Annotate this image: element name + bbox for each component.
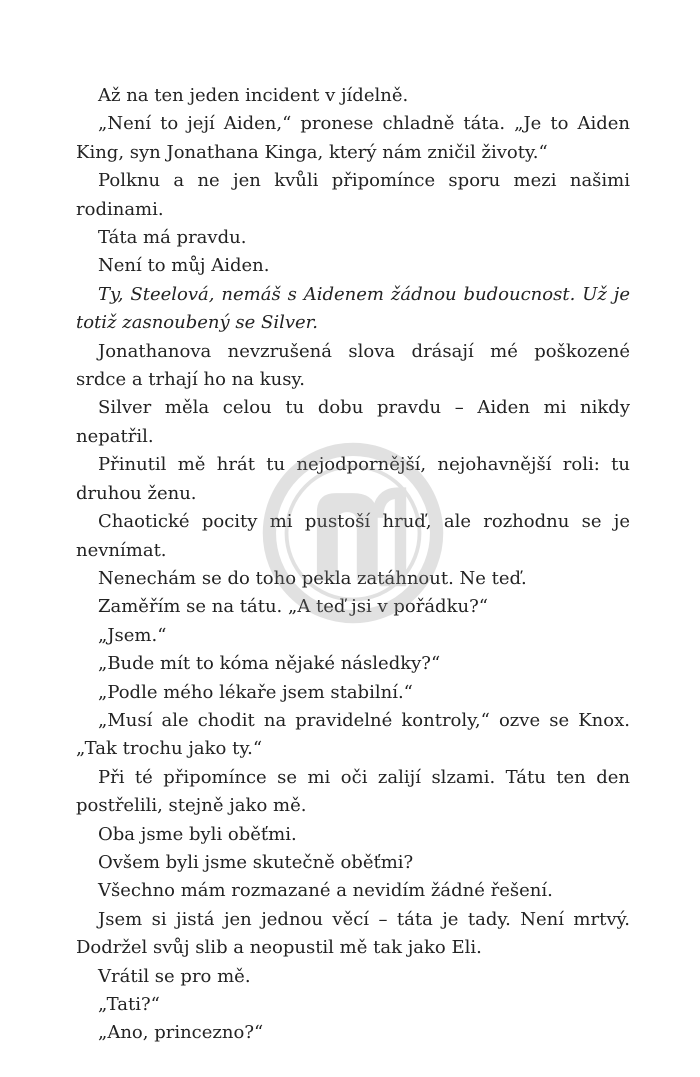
paragraph-17: Při té připomínce se mi oči zalijí slzami. Tátu ten den postřelili, stejně jako mě. bbox=[76, 766, 630, 817]
paragraph-9: Přinutil mě hrát tu nejodpornější, nejohavnější roli: tu druhou ženu. bbox=[76, 454, 630, 504]
paragraph-13: „Jsem.“ bbox=[98, 624, 167, 646]
paragraph-23: „Tati?“ bbox=[98, 994, 160, 1015]
paragraph-11: Nenechám se do toho pekla zatáhnout. Ne teď. bbox=[98, 567, 527, 589]
paragraph-12: Zaměřím se na tátu. „A teď jsi v pořádku?“ bbox=[98, 596, 488, 618]
paragraph-7: Jonathanova nevzrušená slova drásají mé poškozené srdce a trhají ho na kusy. bbox=[76, 340, 630, 391]
paragraph-16: „Musí ale chodit na pravidelné kontroly,“ ozve se Knox. „Tak trochu jako ty.“ bbox=[76, 709, 630, 760]
paragraph-19: Ovšem byli jsme skutečně oběťmi? bbox=[98, 851, 414, 873]
paragraph-22: Vrátil se pro mě. bbox=[98, 965, 251, 987]
paragraph-1: Až na ten jeden incident v jídelně. bbox=[98, 85, 409, 106]
paragraph-15: „Podle mého lékaře jsem stabilní.“ bbox=[98, 681, 413, 703]
paragraph-2: „Není to její Aiden,“ pronese chladně táta. „Je to Aiden King, syn Jonathana Kinga, který nám zničil životy.“ bbox=[76, 113, 630, 163]
paragraph-20: Všechno mám rozmazané a nevidím žádné řešení. bbox=[98, 880, 553, 902]
paragraph-5: Není to můj Aiden. bbox=[98, 255, 270, 277]
paragraph-21: Jsem si jistá jen jednou věcí – táta je tady. Není mrtvý. Dodržel svůj slib a neopustil mě tak jako Eli. bbox=[76, 908, 630, 959]
paragraph-10: Chaotické pocity mi pustoší hruď, ale rozhodnu se je nevnímat. bbox=[76, 511, 630, 561]
paragraph-14: „Bude mít to kóma nějaké následky?“ bbox=[98, 653, 441, 675]
paragraph-6-italic-quote: Ty, Steelová, nemáš s Aidenem žádnou budoucnost. Už je totiž zasnoubený se Silver. bbox=[76, 283, 630, 334]
paragraph-4: Táta má pravdu. bbox=[98, 227, 247, 249]
paragraph-24: „Ano, princezno?“ bbox=[98, 1022, 264, 1044]
paragraph-3: Polknu a ne jen kvůli připomínce sporu mezi našimi rodinami. bbox=[76, 170, 630, 220]
body-text bbox=[76, 82, 630, 1048]
paragraph-8: Silver měla celou tu dobu pravdu – Aiden mi nikdy nepatřil. bbox=[76, 397, 630, 447]
paragraph-18: Oba jsme byli oběťmi. bbox=[98, 823, 297, 845]
